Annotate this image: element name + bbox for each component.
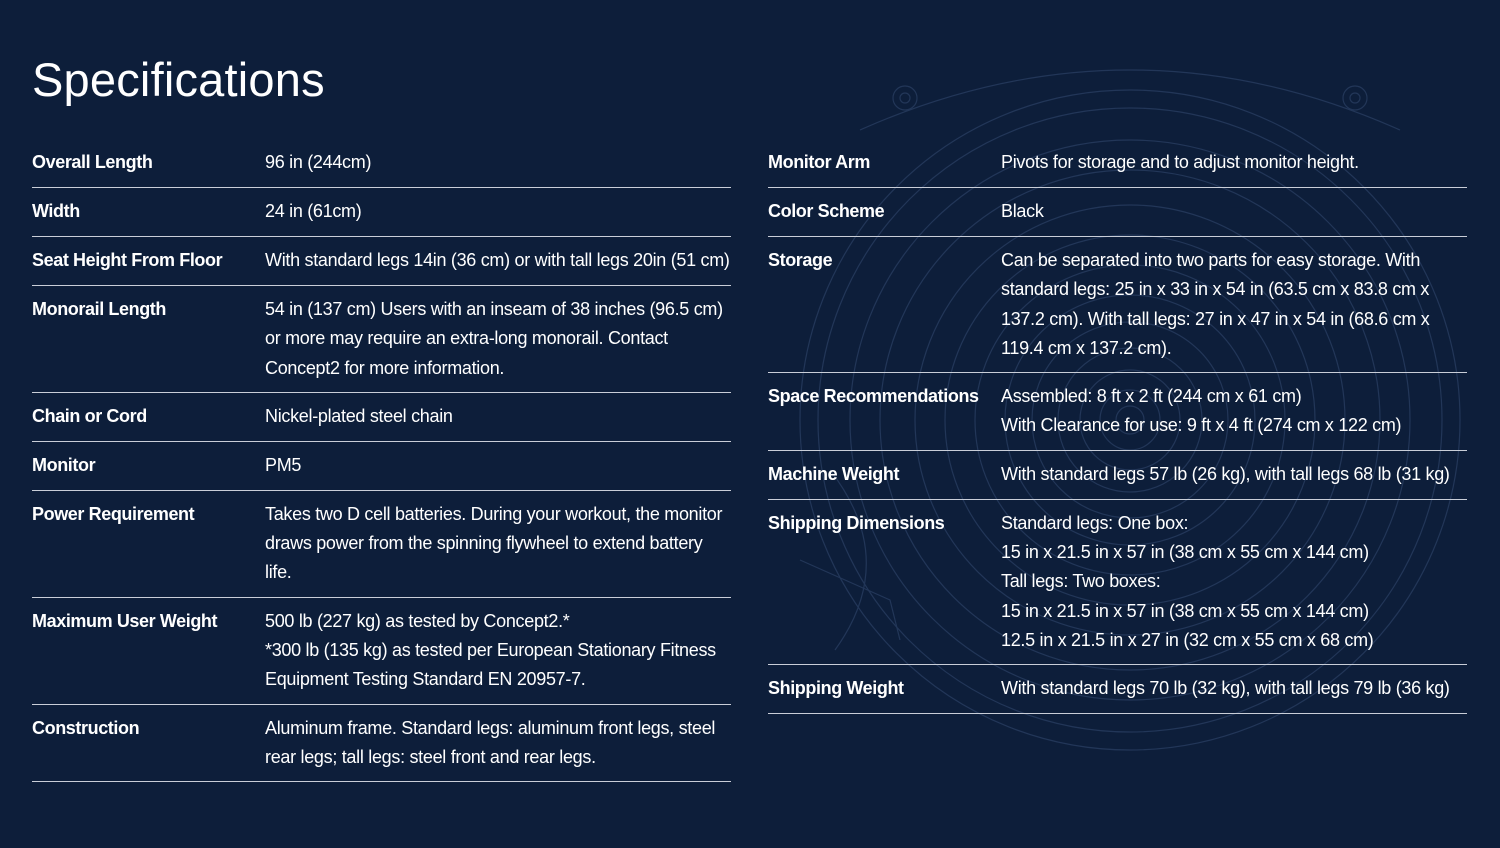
spec-label: Chain or Cord: [32, 405, 147, 426]
spec-value: [1001, 460, 1467, 490]
spec-label: Seat Height From Floor: [32, 250, 223, 270]
spec-label: Shipping Weight: [768, 678, 904, 699]
spec-label: Maximum User Weight: [32, 610, 218, 631]
spec-row-shipping-dimensions: [768, 500, 1467, 665]
spec-row-monitor-arm: [768, 139, 1467, 188]
spec-value-line: 54 in (137 cm) Users with an inseam of 38 inches (96.5 cm) or more may require an extra-long monorail. Contact Concept2 for more information.: [265, 299, 723, 378]
spec-label: Shipping Dimensions: [768, 512, 945, 533]
spec-label: Machine Weight: [768, 463, 900, 484]
spec-row-overall-length: [32, 139, 731, 188]
spec-value: [1001, 246, 1467, 363]
spec-row-color-scheme: [768, 188, 1467, 237]
spec-label: Width: [32, 201, 80, 221]
spec-value: [265, 246, 731, 276]
spec-row-monitor: [32, 442, 731, 491]
spec-value-line: Standard legs: One box:: [1001, 512, 1189, 533]
spec-value: [1001, 382, 1467, 441]
spec-value-line: With standard legs 57 lb (26 kg), with tall legs 68 lb (31 kg): [1001, 463, 1450, 484]
spec-value-line: Can be separated into two parts for easy storage. With standard legs: 25 in x 33 in x 54 in (63.5 cm x 83.8 cm x 137.2 cm). With tall legs: 27 in x 47 in x 54 in (68.6 cm x 119.4 cm x 137.2 cm).: [1001, 250, 1430, 358]
spec-value-line: With Clearance for use: 9 ft x 4 ft (274 cm x 122 cm): [1001, 415, 1402, 436]
spec-value-line: 500 lb (227 kg) as tested by Concept2.*: [265, 610, 570, 631]
spec-value: [1001, 509, 1467, 655]
spec-label: Construction: [32, 717, 140, 738]
spec-value: [1001, 197, 1467, 227]
spec-value: [265, 714, 731, 773]
spec-value: [265, 607, 731, 695]
spec-value-line: With standard legs 70 lb (32 kg), with tall legs 79 lb (36 kg): [1001, 678, 1450, 699]
spec-row-power-requirement: [32, 491, 731, 598]
spec-label: Space Recommendations: [768, 386, 979, 407]
spec-row-space-recommendations: [768, 373, 1467, 451]
spec-value: [1001, 674, 1467, 704]
spec-value: [265, 451, 731, 481]
spec-value-line: 96 in (244cm): [265, 152, 372, 172]
spec-row-seat-height-from-floor: [32, 237, 731, 286]
spec-label: Monitor: [32, 454, 96, 475]
spec-value-line: 15 in x 21.5 in x 57 in (38 cm x 55 cm x 144 cm): [1001, 600, 1369, 621]
spec-label: Color Scheme: [768, 201, 885, 221]
spec-row-maximum-user-weight: [32, 598, 731, 705]
spec-row-chain-or-cord: [32, 393, 731, 442]
spec-value: [265, 148, 731, 178]
spec-label: Power Requirement: [32, 503, 195, 524]
spec-value-line: Pivots for storage and to adjust monitor height.: [1001, 152, 1359, 172]
spec-value: [265, 197, 731, 227]
spec-table-left: [32, 139, 731, 782]
spec-value: [265, 295, 731, 383]
spec-row-width: [32, 188, 731, 237]
spec-table-right: [768, 139, 1467, 714]
spec-row-shipping-weight: [768, 665, 1467, 714]
spec-value-line: Nickel-plated steel chain: [265, 405, 453, 426]
spec-row-storage: [768, 237, 1467, 373]
spec-value-line: With standard legs 14in (36 cm) or with tall legs 20in (51 cm): [265, 250, 730, 270]
spec-value-line: 12.5 in x 21.5 in x 27 in (32 cm x 55 cm x 68 cm): [1001, 629, 1374, 650]
page-title: Specifications: [32, 53, 325, 106]
spec-value-line: Black: [1001, 201, 1044, 221]
spec-label: Monitor Arm: [768, 152, 870, 172]
spec-value-line: 24 in (61cm): [265, 201, 362, 221]
spec-value-line: Aluminum frame. Standard legs: aluminum front legs, steel rear legs; tall legs: steel front and rear legs.: [265, 717, 716, 767]
spec-row-construction: [32, 705, 731, 783]
spec-row-machine-weight: [768, 451, 1467, 500]
spec-label: Overall Length: [32, 152, 153, 172]
spec-row-monorail-length: [32, 286, 731, 393]
spec-value: [265, 402, 731, 432]
spec-label: Monorail Length: [32, 299, 166, 319]
spec-value: [265, 500, 731, 588]
spec-value-line: *300 lb (135 kg) as tested per European Stationary Fitness Equipment Testing Standard EN 20957-7.: [265, 640, 716, 690]
spec-value-line: PM5: [265, 454, 302, 475]
spec-value-line: Tall legs: Two boxes:: [1001, 571, 1161, 592]
spec-label: Storage: [768, 250, 833, 270]
spec-value-line: Takes two D cell batteries. During your workout, the monitor draws power from the spinning flywheel to extend battery life.: [265, 503, 723, 583]
spec-value: [1001, 148, 1467, 178]
spec-value-line: 15 in x 21.5 in x 57 in (38 cm x 55 cm x 144 cm): [1001, 542, 1369, 563]
spec-value-line: Assembled: 8 ft x 2 ft (244 cm x 61 cm): [1001, 386, 1302, 407]
